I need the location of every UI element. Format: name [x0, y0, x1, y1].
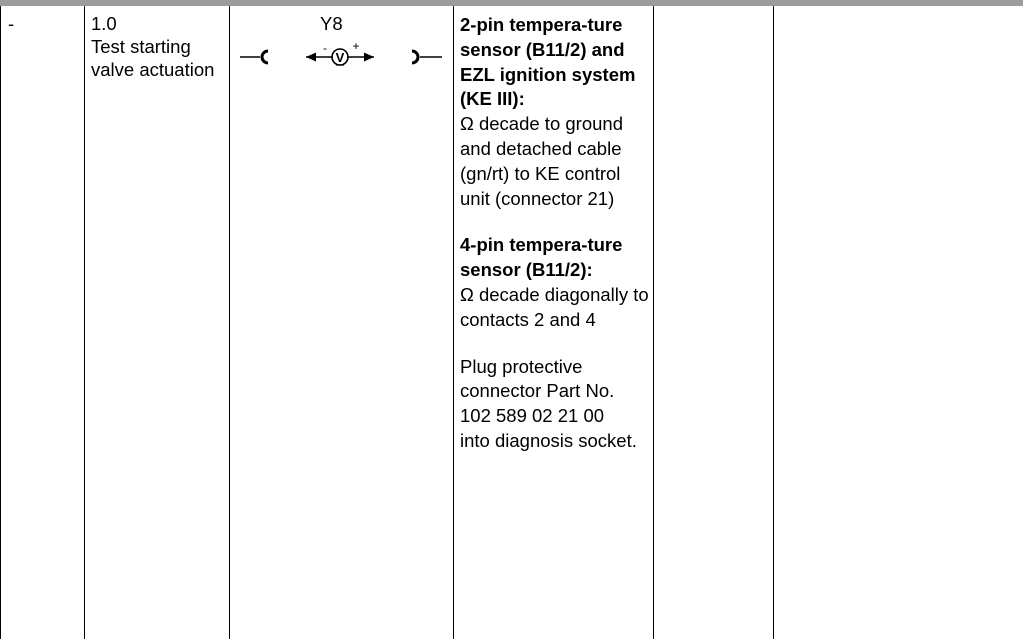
- minus-sign: -: [323, 41, 327, 55]
- voltage-symbol: V: [335, 50, 345, 65]
- column-divider-5: [773, 6, 774, 639]
- instruction-heading: 4-pin tempera-ture sensor (B11/2):: [460, 234, 623, 281]
- plus-sign: +: [352, 39, 360, 53]
- test-table: [0, 6, 1023, 639]
- row-marker: -: [8, 13, 15, 34]
- component-label: Y8: [320, 13, 343, 34]
- voltmeter-test-connection-icon: [232, 36, 454, 82]
- instruction-body: Ω decade to ground and detached cable (gn/rt) to KE control unit (connector 21): [460, 113, 623, 209]
- instruction-block-connector: [460, 355, 650, 454]
- instruction-heading: 2-pin tempera-ture sensor (B11/2) and EZL ignition system (KE III):: [460, 14, 636, 110]
- instructions-cell: [460, 13, 650, 476]
- instruction-body-tail: into diagnosis socket.: [460, 429, 637, 451]
- column-divider-4: [653, 6, 654, 639]
- instruction-body: Plug protective connector Part No.: [460, 355, 615, 402]
- column-divider-3: [453, 6, 454, 639]
- table-border-left: [0, 6, 1, 639]
- step-number: 1.0: [91, 13, 117, 34]
- test-step: [91, 13, 231, 81]
- step-title: Test starting valve actuation: [91, 35, 215, 80]
- instruction-body: Ω decade diagonally to contacts 2 and 4: [460, 283, 649, 330]
- instruction-block-2pin: [460, 13, 650, 211]
- instruction-block-4pin: [460, 233, 650, 332]
- column-divider-2: [229, 6, 230, 639]
- column-divider-1: [84, 6, 85, 639]
- part-number: 102 589 02 21 00: [460, 405, 605, 427]
